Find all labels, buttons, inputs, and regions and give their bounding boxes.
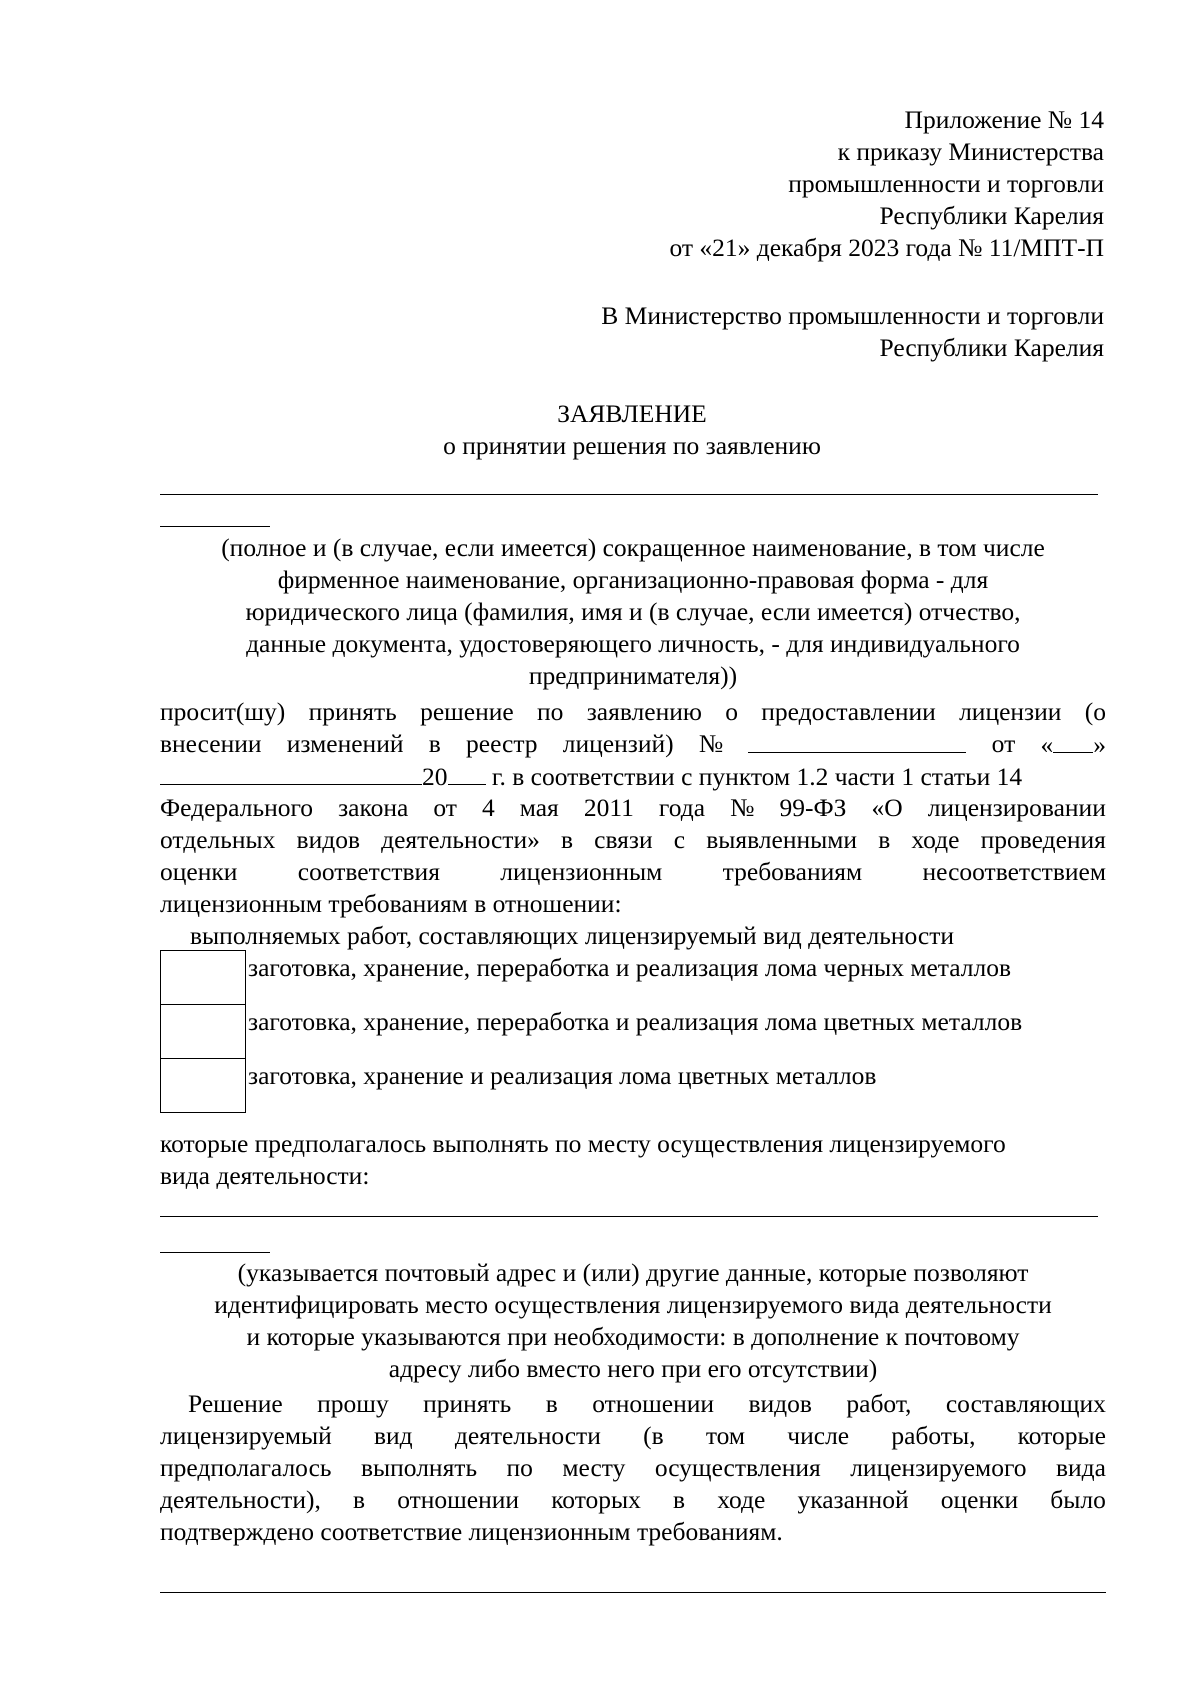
option-checkbox-nonferrous-processing[interactable] — [160, 1004, 246, 1059]
word: вида — [1055, 1453, 1106, 1482]
word: лицензий) — [562, 729, 674, 758]
application-month-field[interactable] — [160, 760, 422, 785]
request-line-7: лицензионным требованиям в отношении: — [160, 889, 622, 918]
word: решение — [420, 697, 514, 726]
option-checkbox-ferrous-processing[interactable] — [160, 950, 246, 1005]
location-field[interactable] — [160, 1216, 1098, 1217]
word: которых — [551, 1485, 641, 1514]
document-title: ЗАЯВЛЕНИЕ — [557, 399, 707, 428]
word: лицензируемый — [160, 1421, 332, 1450]
option-label-ferrous-processing: заготовка, хранение, переработка и реализация лома черных металлов — [248, 953, 1012, 982]
request-line-2 — [160, 728, 1106, 760]
word: было — [1050, 1485, 1106, 1514]
word: закона — [338, 793, 409, 822]
word: в — [545, 1389, 558, 1418]
word: мая — [519, 793, 559, 822]
word: года — [658, 793, 706, 822]
word: изменений — [286, 729, 404, 758]
word: «О — [871, 793, 903, 822]
appendix-line-2: к приказу Министерства — [837, 137, 1104, 166]
word: связи — [594, 825, 653, 854]
word: выявленными — [706, 825, 858, 854]
word: выполнять — [360, 1453, 478, 1482]
word: принять — [308, 697, 397, 726]
decision-line-5: подтверждено соответствие лицензионным требованиям. — [160, 1517, 783, 1546]
works-heading: выполняемых работ, составляющих лицензируемый вид деятельности — [190, 921, 955, 950]
word: реестр — [466, 729, 538, 758]
word: № — [730, 793, 755, 822]
word: прошу — [317, 1389, 389, 1418]
decision-line-3 — [160, 1452, 1106, 1484]
word: в — [673, 1485, 686, 1514]
location-field-continuation[interactable] — [160, 1252, 270, 1253]
word: требованиям — [722, 857, 863, 886]
applicant-hint-line-1: (полное и (в случае, если имеется) сокращенное наименование, в том числе — [221, 533, 1045, 562]
applicant-hint — [160, 532, 1106, 692]
appendix-line-5: от «21» декабря 2023 года № 11/МПТ-П — [669, 233, 1104, 262]
appendix-line-4: Республики Карелия — [879, 201, 1104, 230]
applicant-hint-line-5: предпринимателя)) — [528, 661, 738, 690]
option-label-nonferrous-storage: заготовка, хранение и реализация лома цветных металлов — [248, 1061, 877, 1090]
application-number-field[interactable] — [748, 728, 966, 753]
word: просит(шу) — [160, 697, 286, 726]
application-day-field[interactable] — [1053, 728, 1093, 753]
word: Решение — [188, 1389, 283, 1418]
word: соответствия — [297, 857, 440, 886]
word: Федерального — [160, 793, 314, 822]
word: заявлению — [586, 697, 702, 726]
word: деятельности — [454, 1421, 601, 1450]
word: том — [705, 1421, 746, 1450]
appendix-line-3: промышленности и торговли — [788, 169, 1104, 198]
location-hint-line-2: идентифицировать место осуществления лицензируемого вида деятельности — [214, 1290, 1052, 1319]
word: в — [560, 825, 574, 854]
location-hint — [160, 1257, 1106, 1385]
decision-line-2 — [160, 1420, 1106, 1452]
document-subtitle: о принятии решения по заявлению — [443, 431, 821, 460]
word: работ, — [846, 1389, 912, 1418]
appendix-line-1: Приложение № 14 — [904, 105, 1104, 134]
word: принять — [423, 1389, 512, 1418]
applicant-hint-line-4: данные документа, удостоверяющего личность, - для индивидуального — [246, 629, 1020, 658]
word: которые — [1017, 1421, 1106, 1450]
word: (в — [643, 1421, 664, 1450]
word: отношении — [397, 1485, 520, 1514]
word: в — [428, 729, 441, 758]
word: 4 — [481, 793, 495, 822]
word: лицензировании — [927, 793, 1106, 822]
close-quote: » — [1093, 730, 1106, 759]
word: предполагалось — [160, 1453, 332, 1482]
decision-line-4 — [160, 1484, 1106, 1516]
location-hint-line-1: (указывается почтовый адрес и (или) другие данные, которые позволяют — [237, 1258, 1029, 1287]
word: месту — [562, 1453, 626, 1482]
word: лицензии — [959, 697, 1062, 726]
word: оценки — [940, 1485, 1019, 1514]
word: ходе — [911, 825, 960, 854]
option-label-nonferrous-processing: заготовка, хранение, переработка и реализация лома цветных металлов — [248, 1007, 1023, 1036]
word: лицензионным — [500, 857, 663, 886]
word: деятельности), — [160, 1485, 321, 1514]
option-checkbox-nonferrous-storage[interactable] — [160, 1058, 246, 1113]
location-hint-line-4: адресу либо вместо него при его отсутствии) — [388, 1354, 878, 1383]
applicant-hint-line-3: юридического лица (фамилия, имя и (в случае, если имеется) отчество, — [245, 597, 1021, 626]
request-line-1 — [160, 696, 1106, 728]
word: составляющих — [945, 1389, 1106, 1418]
word: ходе — [717, 1485, 766, 1514]
year-prefix: 20 — [422, 762, 448, 791]
request-line-6 — [160, 856, 1106, 888]
request-line-4 — [160, 792, 1106, 824]
decision-field[interactable] — [160, 1592, 1106, 1593]
applicant-name-field-continuation[interactable] — [160, 526, 270, 527]
word: деятельности» — [381, 825, 540, 854]
word: в — [353, 1485, 366, 1514]
word: предоставлении — [761, 697, 936, 726]
word: с — [673, 825, 686, 854]
word: по — [537, 697, 564, 726]
word: осуществления — [654, 1453, 821, 1482]
applicant-name-field[interactable] — [160, 494, 1098, 495]
decision-line-1 — [188, 1388, 1106, 1420]
word: от — [433, 793, 457, 822]
location-hint-line-3: и которые указываются при необходимости: в дополнение к почтовому — [246, 1322, 1020, 1351]
request-line-3 — [160, 760, 1106, 792]
word: лицензируемого — [850, 1453, 1027, 1482]
word: указанной — [797, 1485, 909, 1514]
application-day-group — [1040, 728, 1106, 760]
word: (о — [1084, 697, 1106, 726]
location-line-2: вида деятельности: — [160, 1161, 370, 1190]
request-line-5 — [160, 824, 1106, 856]
word: 99-ФЗ — [779, 793, 847, 822]
word: числе — [787, 1421, 850, 1450]
addressee-line-1: В Министерство промышленности и торговли — [601, 301, 1104, 330]
word: в — [878, 825, 891, 854]
word: внесении — [160, 729, 262, 758]
open-quote: « — [1040, 730, 1054, 759]
word: отношении — [592, 1389, 715, 1418]
location-line-1: которые предполагалось выполнять по месту осуществления лицензируемого — [160, 1129, 1006, 1158]
word: оценки — [160, 857, 238, 886]
word: отдельных — [160, 825, 276, 854]
word: работы, — [891, 1421, 976, 1450]
word: видов — [748, 1389, 812, 1418]
word: № — [698, 729, 724, 758]
word: видов — [296, 825, 360, 854]
word: проведения — [980, 825, 1106, 854]
word: по — [506, 1453, 533, 1482]
applicant-hint-line-2: фирменное наименование, организационно-правовая форма - для — [277, 565, 989, 594]
addressee-line-2: Республики Карелия — [879, 333, 1104, 362]
word: 2011 — [583, 793, 634, 822]
word: несоответствием — [922, 857, 1106, 886]
application-year-field[interactable] — [448, 760, 486, 785]
word: о — [725, 697, 738, 726]
word: от — [991, 729, 1016, 758]
legal-basis-text: г. в соответствии с пунктом 1.2 части 1 статьи 14 — [491, 762, 1023, 791]
word: вид — [373, 1421, 413, 1450]
